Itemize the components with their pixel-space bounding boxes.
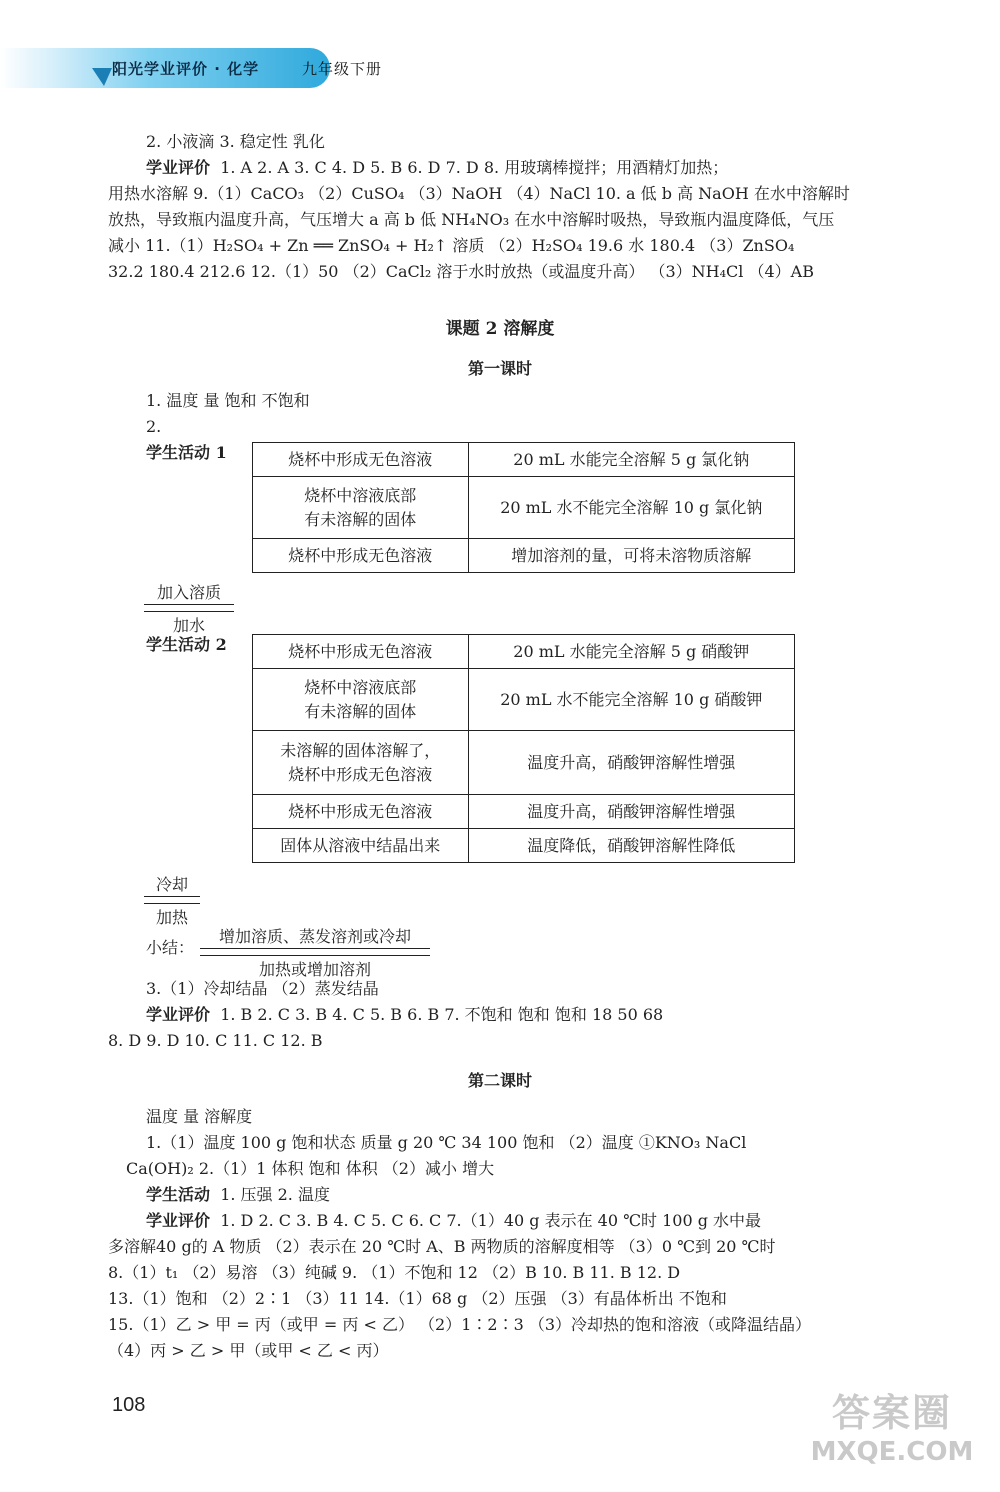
- arrow-bottom-label: 加热: [155, 908, 188, 927]
- answer-line: Ca(OH)₂ 2.（1）1 体积 饱和 体积 （2）减小 增大: [126, 1159, 495, 1178]
- table-cell: 温度升高，硝酸钾溶解性增强: [468, 731, 794, 795]
- activity2-table: [252, 634, 795, 863]
- table-cell: 温度降低，硝酸钾溶解性降低: [468, 829, 794, 863]
- answer-line: 放热，导致瓶内温度升高，气压增大 a 高 b 低 NH₄NO₃ 在水中溶解时吸热，导致瓶内温度降低，气压: [108, 210, 835, 229]
- answer-line: （4）丙 > 乙 > 甲（或甲 < 乙 < 丙）: [108, 1341, 389, 1360]
- table-cell: 烧杯中形成无色溶液: [253, 539, 469, 573]
- answer-line: 减小 11.（1）H₂SO₄ + Zn ══ ZnSO₄ + H₂↑ 溶质 （2）H₂SO₄ 19.6 水 180.4 （3）ZnSO₄: [108, 236, 795, 255]
- reaction-arrow: [144, 580, 234, 636]
- table-cell: 烧杯中溶液底部 有未溶解的固体: [253, 669, 469, 731]
- activity1-table: [252, 442, 795, 573]
- answer-line: 1.（1）温度 100 g 饱和状态 质量 g 20 ℃ 34 100 饱和 （2）温度 ①KNO₃ NaCl: [146, 1133, 747, 1152]
- watermark-line: MXQE.COM: [810, 1437, 974, 1467]
- double-arrow: [144, 896, 200, 904]
- arrow-top-label: 冷却: [155, 875, 188, 894]
- answer-line: 2.: [146, 417, 162, 436]
- arrow-bottom-label: 加热或增加溶剂: [258, 960, 371, 979]
- answer-line: 3.（1）冷却结晶 （2）蒸发结晶: [146, 979, 379, 998]
- arrow-top-label: 增加溶质、蒸发溶剂或冷却: [218, 927, 411, 946]
- answer-line: 32.2 180.4 212.6 12.（1）50 （2）CaCl₂ 溶于水时放热（或温度升高） （3）NH₄Cl （4）AB: [108, 262, 814, 281]
- table-cell: 烧杯中形成无色溶液: [253, 795, 469, 829]
- answer-line: 1. 温度 量 饱和 不饱和: [146, 391, 310, 410]
- table-cell: 20 mL 水不能完全溶解 10 g 硝酸钾: [468, 669, 794, 731]
- table-row: [253, 669, 795, 731]
- book-subtitle: 九年级下册: [302, 60, 383, 78]
- activity-label: 学生活动 1: [146, 443, 227, 462]
- table-row: [253, 795, 795, 829]
- lesson-title: 第二课时: [467, 1071, 532, 1090]
- banner-accent: [92, 68, 112, 86]
- answer-line: 13.（1）饱和 （2）2∶1 （3）11 14.（1）68 g （2）压强 （3）有晶体析出 不饱和: [108, 1289, 727, 1308]
- table-row: [253, 731, 795, 795]
- eval-text: 1. A 2. A 3. C 4. D 5. B 6. D 7. D 8. 用玻璃棒搅拌；用酒精灯加热；: [220, 158, 729, 177]
- table-cell: 20 mL 水能完全溶解 5 g 氯化钠: [468, 443, 794, 477]
- table-cell: 烧杯中溶液底部 有未溶解的固体: [253, 477, 469, 539]
- activity-label: 学生活动: [146, 1185, 211, 1204]
- answer-line: 2. 小液滴 3. 稳定性 乳化: [146, 132, 325, 151]
- answer-line: 8.（1）t₁ （2）易溶 （3）纯碱 9. （1）不饱和 12 （2）B 10. B 11. B 12. D: [108, 1263, 681, 1282]
- page-number: 108: [112, 1394, 146, 1416]
- reaction-arrow: [144, 872, 200, 928]
- double-arrow: [200, 948, 430, 956]
- arrow-top-label: 加入溶质: [156, 583, 221, 602]
- double-arrow: [144, 604, 234, 612]
- answer-line: 用热水溶解 9.（1）CaCO₃ （2）CuSO₄ （3）NaOH （4）NaCl 10. a 低 b 高 NaOH 在水中溶解时: [108, 184, 850, 203]
- book-title: 阳光学业评价 · 化学: [112, 60, 260, 78]
- answer-line: [146, 1210, 761, 1232]
- eval-text: 1. B 2. C 3. B 4. C 5. B 6. B 7. 不饱和 饱和 饱和 18 50 68: [220, 1005, 664, 1024]
- table-cell: 20 mL 水能完全溶解 5 g 硝酸钾: [468, 635, 794, 669]
- table-cell: 烧杯中形成无色溶液: [253, 443, 469, 477]
- answer-line: [146, 157, 728, 179]
- answer-line: 8. D 9. D 10. C 11. C 12. B: [108, 1031, 323, 1050]
- table-cell: 未溶解的固体溶解了， 烧杯中形成无色溶液: [253, 731, 469, 795]
- lesson-title: 第一课时: [467, 359, 532, 378]
- answer-line: [146, 1004, 663, 1026]
- section-title: 课题 2 溶解度: [445, 319, 555, 339]
- activity-label: 学生活动 2: [146, 635, 227, 654]
- answer-line: 多溶解40 g的 A 物质 （2）表示在 20 ℃时 A、B 两物质的溶解度相等 （3）0 ℃到 20 ℃时: [108, 1237, 776, 1256]
- watermark-logo: [802, 1382, 982, 1472]
- table-row: [253, 635, 795, 669]
- table-cell: 固体从溶液中结晶出来: [253, 829, 469, 863]
- summary-arrow: [200, 924, 430, 980]
- table-row: [253, 477, 795, 539]
- eval-label: 学业评价: [146, 1005, 211, 1024]
- table-row: [253, 539, 795, 573]
- arrow-bottom-label: 加水: [172, 616, 205, 635]
- summary-label: 小结：: [146, 938, 195, 957]
- answer-line: 15.（1）乙 > 甲 = 丙（或甲 = 丙 < 乙） （2）1∶2∶3 （3）冷却热的饱和溶液（或降温结晶）: [108, 1315, 812, 1334]
- table-cell: 烧杯中形成无色溶液: [253, 635, 469, 669]
- table-row: [253, 443, 795, 477]
- answer-line: 温度 量 溶解度: [146, 1107, 253, 1126]
- eval-text: 1. D 2. C 3. B 4. C 5. C 6. C 7.（1）40 g 表示在 40 ℃时 100 g 水中最: [220, 1211, 762, 1230]
- eval-label: 学业评价: [146, 158, 211, 177]
- watermark-line: 答案圈: [831, 1391, 952, 1435]
- eval-label: 学业评价: [146, 1211, 211, 1230]
- table-cell: 20 mL 水不能完全溶解 10 g 氯化钠: [468, 477, 794, 539]
- table-row: [253, 829, 795, 863]
- activity-text: 1. 压强 2. 温度: [220, 1185, 330, 1204]
- table-cell: 增加溶剂的量，可将未溶物质溶解: [468, 539, 794, 573]
- answer-line: [146, 1184, 330, 1206]
- table-cell: 温度升高，硝酸钾溶解性增强: [468, 795, 794, 829]
